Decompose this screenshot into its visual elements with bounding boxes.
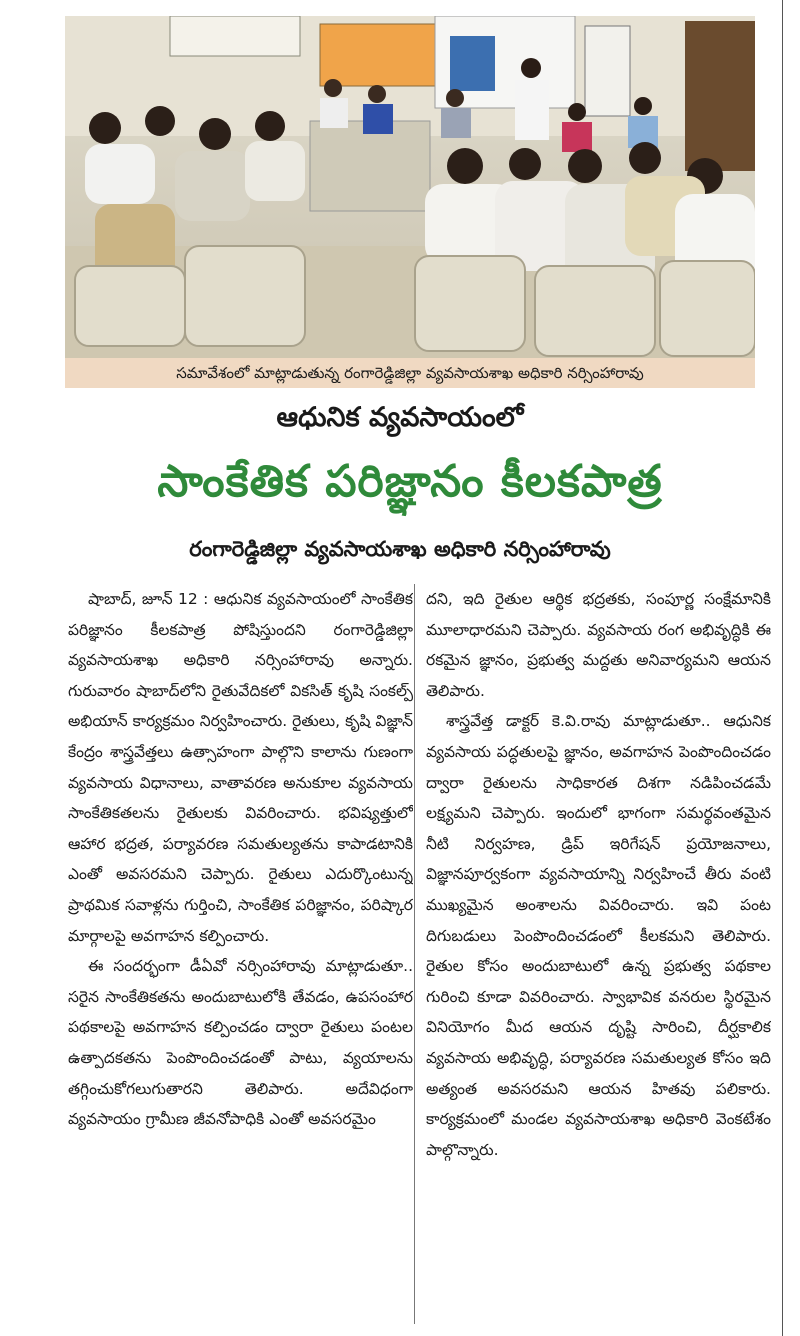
article-column-right xyxy=(426,584,771,1324)
column-divider xyxy=(414,584,415,1324)
meeting-scene-image xyxy=(65,16,755,358)
headline: సాంకేతిక పరిజ్ఞానం కీలకపాత్ర xyxy=(157,456,663,507)
paragraph: షాబాద్‌, జూన్‌ 12 : ఆధునిక వ్యవసాయంలో సాంకేతిక పరిజ్ఞానం కీలకపాత్ర పోషిస్తుందని రంగారెడ్డిజిల్లా వ్యవసాయశాఖ అధికారి నర్సింహారావు అన్నారు. గురువారం షాబాద్‌లోని రైతువేదికలో వికసిత్‌ కృషి సంకల్ప్‌ అభియాన్‌ కార్యక్రమం నిర్వహించారు. రైతులు, కృషి విజ్ఞాన్‌ కేంద్రం శాస్త్రవేత్తలు ఉత్సాహంగా పాల్గొని కాలాను గుణంగా వ్యవసాయ విధానాలు, వాతావరణ అనుకూల వ్యవసాయ సాంకేతికతలను రైతులకు వివరించారు. భవిష్యత్తులో ఆహార భద్రత, పర్యావరణ సమతుల్యతను కాపాడటానికి ఎంతో అవసరమని చెప్పారు. రైతులు ఎదుర్కొంటున్న ప్రాథమిక సవాళ్లను గుర్తించి, సాంకేతిక పరిజ్ఞానం, పరిష్కార మార్గాలపై అవగాహన కల్పించారు. xyxy=(68,590,413,945)
page-edge-rule xyxy=(782,0,783,1336)
photo-caption: సమావేశంలో మాట్లాడుతున్న రంగారెడ్డిజిల్లా వ్యవసాయశాఖ అధికారి నర్సింహారావు xyxy=(65,358,755,388)
paragraph: దని, ఇది రైతుల ఆర్థిక భద్రతకు, సంపూర్ణ సంక్షేమానికి మూలాధారమని చెప్పారు. వ్యవసాయ రంగ అభివృద్ధికి ఈ రకమైన జ్ఞానం, ప్రభుత్వ మద్దతు అనివార్యమని ఆయన తెలిపారు. xyxy=(426,590,771,700)
subheadline: రంగారెడ్డిజిల్లా వ్యవసాయశాఖ అధికారి నర్సింహారావు xyxy=(189,537,611,561)
article-column-left xyxy=(68,584,413,1324)
event-photo xyxy=(65,16,755,358)
headline-kicker: ఆధునిక వ్యవసాయంలో xyxy=(276,402,524,433)
paragraph: ఈ సందర్భంగా డీఏవో నర్సింహారావు మాట్లాడుతూ.. సరైన సాంకేతికతను అందుబాటులోకి తేవడం, ఉపసంహార పథకాలపై అవగాహన కల్పించడం ద్వారా రైతులు పంటల ఉత్పాదకతను పెంపొందించడంతో పాటు, వ్యయాలను తగ్గించుకోగలుగుతారని తెలిపారు. అదేవిధంగా వ్యవసాయం గ్రామీణ జీవనోపాధికి ఎంతో అవసరమైం xyxy=(68,957,413,1129)
paragraph: శాస్త్రవేత్త డాక్టర్‌ కె.వి.రావు మాట్లాడుతూ.. ఆధునిక వ్యవసాయ పద్ధతులపై జ్ఞానం, అవగాహన పెంపొందించడం ద్వారా రైతులను సాధికారత దిశగా నడిపించడమే లక్ష్యమని చెప్పారు. ఇందులో భాగంగా సమర్థవంతమైన నీటి నిర్వహణ, డ్రిప్‌ ఇరిగేషన్‌ ప్రయోజనాలు, విజ్ఞానపూర్వకంగా వ్యవసాయాన్ని నిర్వహించే తీరు వంటి ముఖ్యమైన అంశాలను వివరించారు. ఇవి పంట దిగుబడులు పెంపొందించడంలో కీలకమని తెలిపారు. రైతుల కోసం అందుబాటులో ఉన్న ప్రభుత్వ పథకాల గురించి కూడా వివరించారు. స్వాభావిక వనరుల స్థిరమైన వినియోగం మీద ఆయన దృష్టి సారించి, దీర్ఘకాలిక వ్యవసాయ అభివృద్ధి, పర్యావరణ సమతుల్యత కోసం ఇది అత్యంత అవసరమని ఆయన హితవు పలికారు. కార్యక్రమంలో మండల వ్యవసాయశాఖ అధికారి వెంకటేశం పాల్గొన్నారు. xyxy=(426,712,771,1159)
